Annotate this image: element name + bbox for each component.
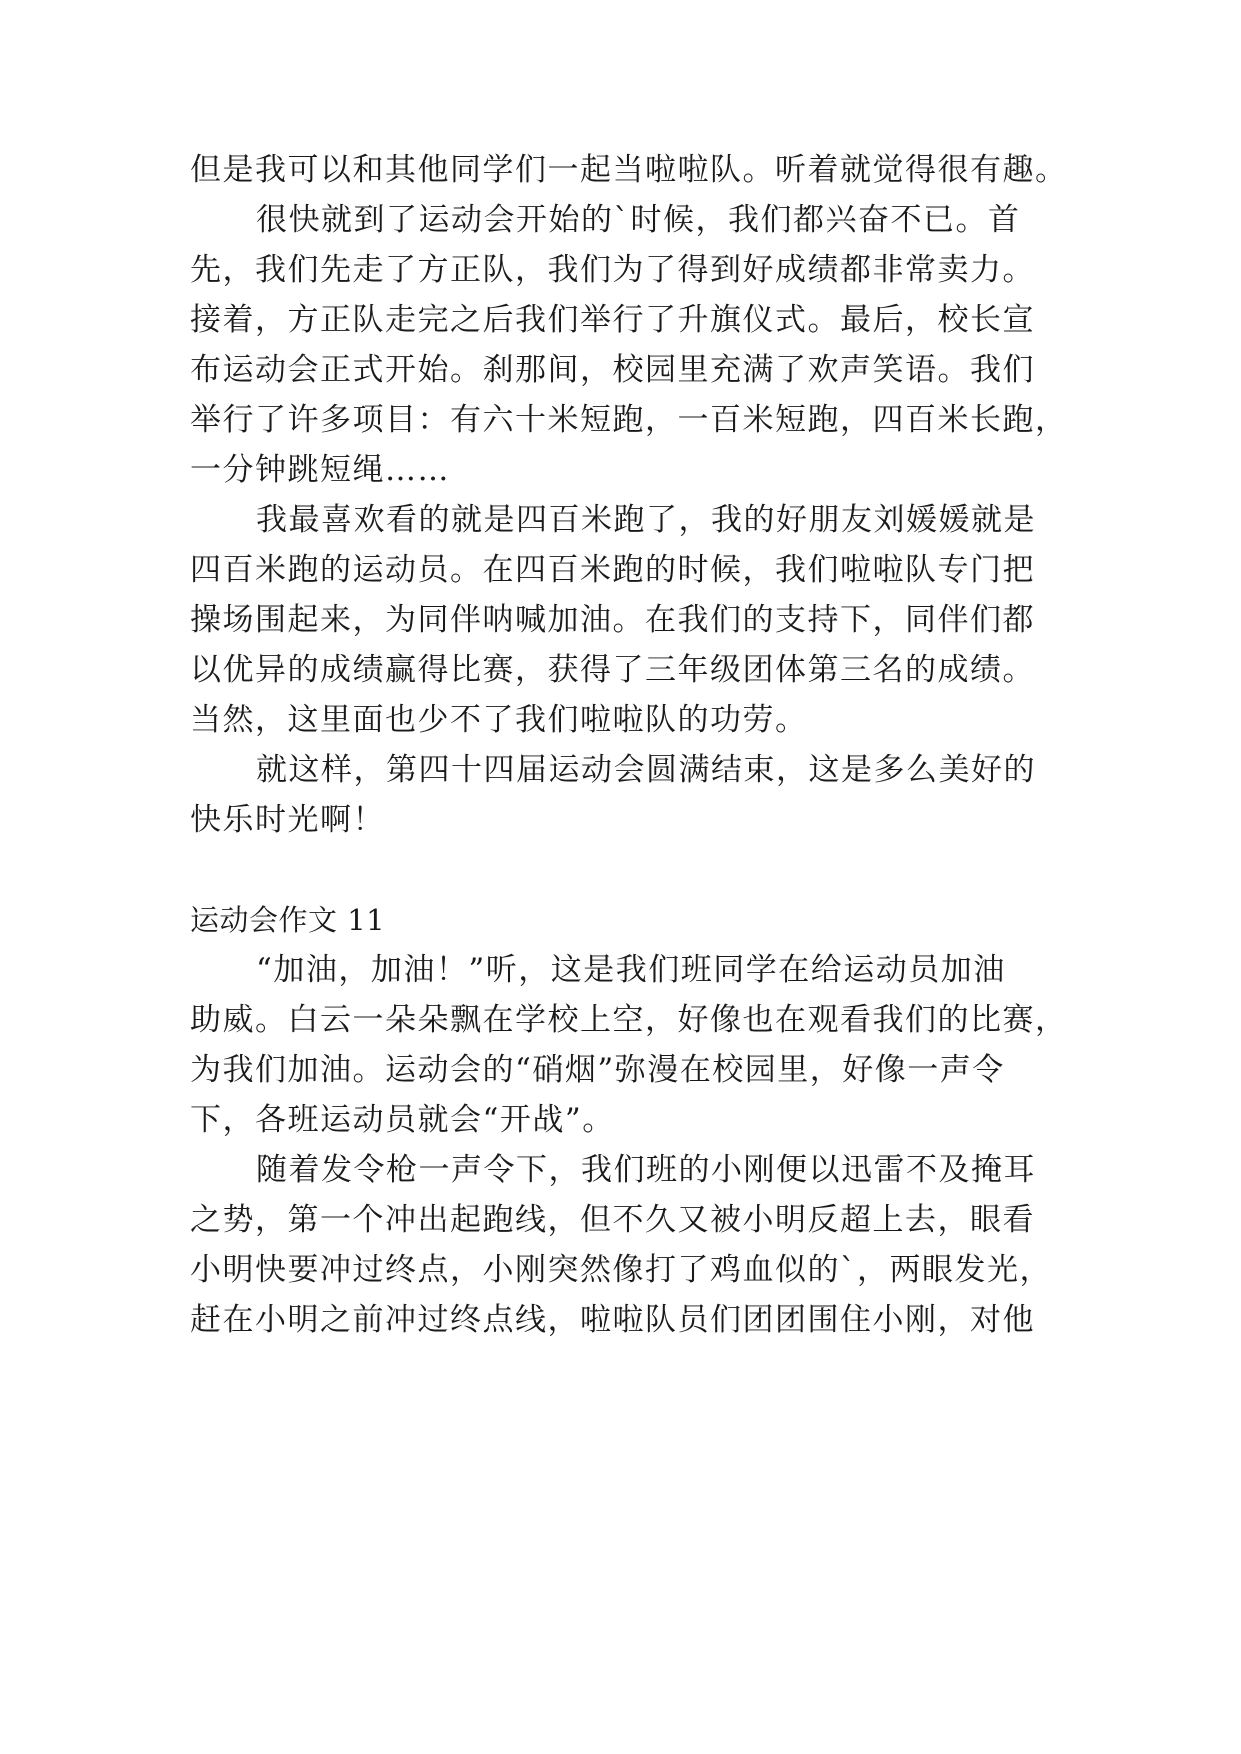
- paragraph-line: 随着发令枪一声令下，我们班的小刚便以迅雷不及掩耳: [256, 1152, 1036, 1188]
- paragraph-line: 接着，方正队走完之后我们举行了升旗仪式。最后，校长宣: [190, 302, 1035, 338]
- paragraph-line: 很快就到了运动会开始的`时候，我们都兴奋不已。首: [256, 202, 1021, 238]
- paragraph-line: 四百米跑的运动员。在四百米跑的时候，我们啦啦队专门把: [190, 552, 1035, 588]
- paragraph-line: 就这样，第四十四届运动会圆满结束，这是多么美好的: [256, 752, 1036, 788]
- paragraph-line: 我最喜欢看的就是四百米跑了，我的好朋友刘媛媛就是: [256, 502, 1036, 538]
- section-heading: 运动会作文 11: [190, 903, 386, 937]
- paragraph-line: 但是我可以和其他同学们一起当啦啦队。听着就觉得很有趣。: [190, 152, 1068, 188]
- paragraph-line: 举行了许多项目：有六十米短跑，一百米短跑，四百米长跑，: [190, 402, 1068, 438]
- paragraph-line: 之势，第一个冲出起跑线，但不久又被小明反超上去，眼看: [190, 1202, 1035, 1238]
- paragraph-line: 助威。白云一朵朵飘在学校上空，好像也在观看我们的比赛，: [190, 1002, 1068, 1038]
- paragraph-line: “加油，加油！”听，这是我们班同学在给运动员加油: [256, 952, 1006, 988]
- paragraph-line: 小明快要冲过终点，小刚突然像打了鸡血似的`，两眼发光，: [190, 1252, 1052, 1288]
- paragraph-line: 快乐时光啊！: [190, 802, 385, 838]
- paragraph-line: 以优异的成绩赢得比赛，获得了三年级团体第三名的成绩。: [190, 652, 1035, 688]
- paragraph-line: 操场围起来，为同伴呐喊加油。在我们的支持下，同伴们都: [190, 602, 1035, 638]
- paragraph-line: 当然，这里面也少不了我们啦啦队的功劳。: [190, 702, 808, 738]
- paragraph-line: 布运动会正式开始。刹那间，校园里充满了欢声笑语。我们: [190, 352, 1035, 388]
- paragraph-line: 一分钟跳短绳……: [190, 452, 450, 488]
- paragraph-line: 为我们加油。运动会的“硝烟”弥漫在校园里，好像一声令: [190, 1052, 1005, 1088]
- paragraph-line: 下，各班运动员就会“开战”。: [190, 1102, 615, 1138]
- paragraph-line: 先，我们先走了方正队，我们为了得到好成绩都非常卖力。: [190, 252, 1035, 288]
- paragraph-line: 赶在小明之前冲过终点线，啦啦队员们团团围住小刚，对他: [190, 1302, 1035, 1338]
